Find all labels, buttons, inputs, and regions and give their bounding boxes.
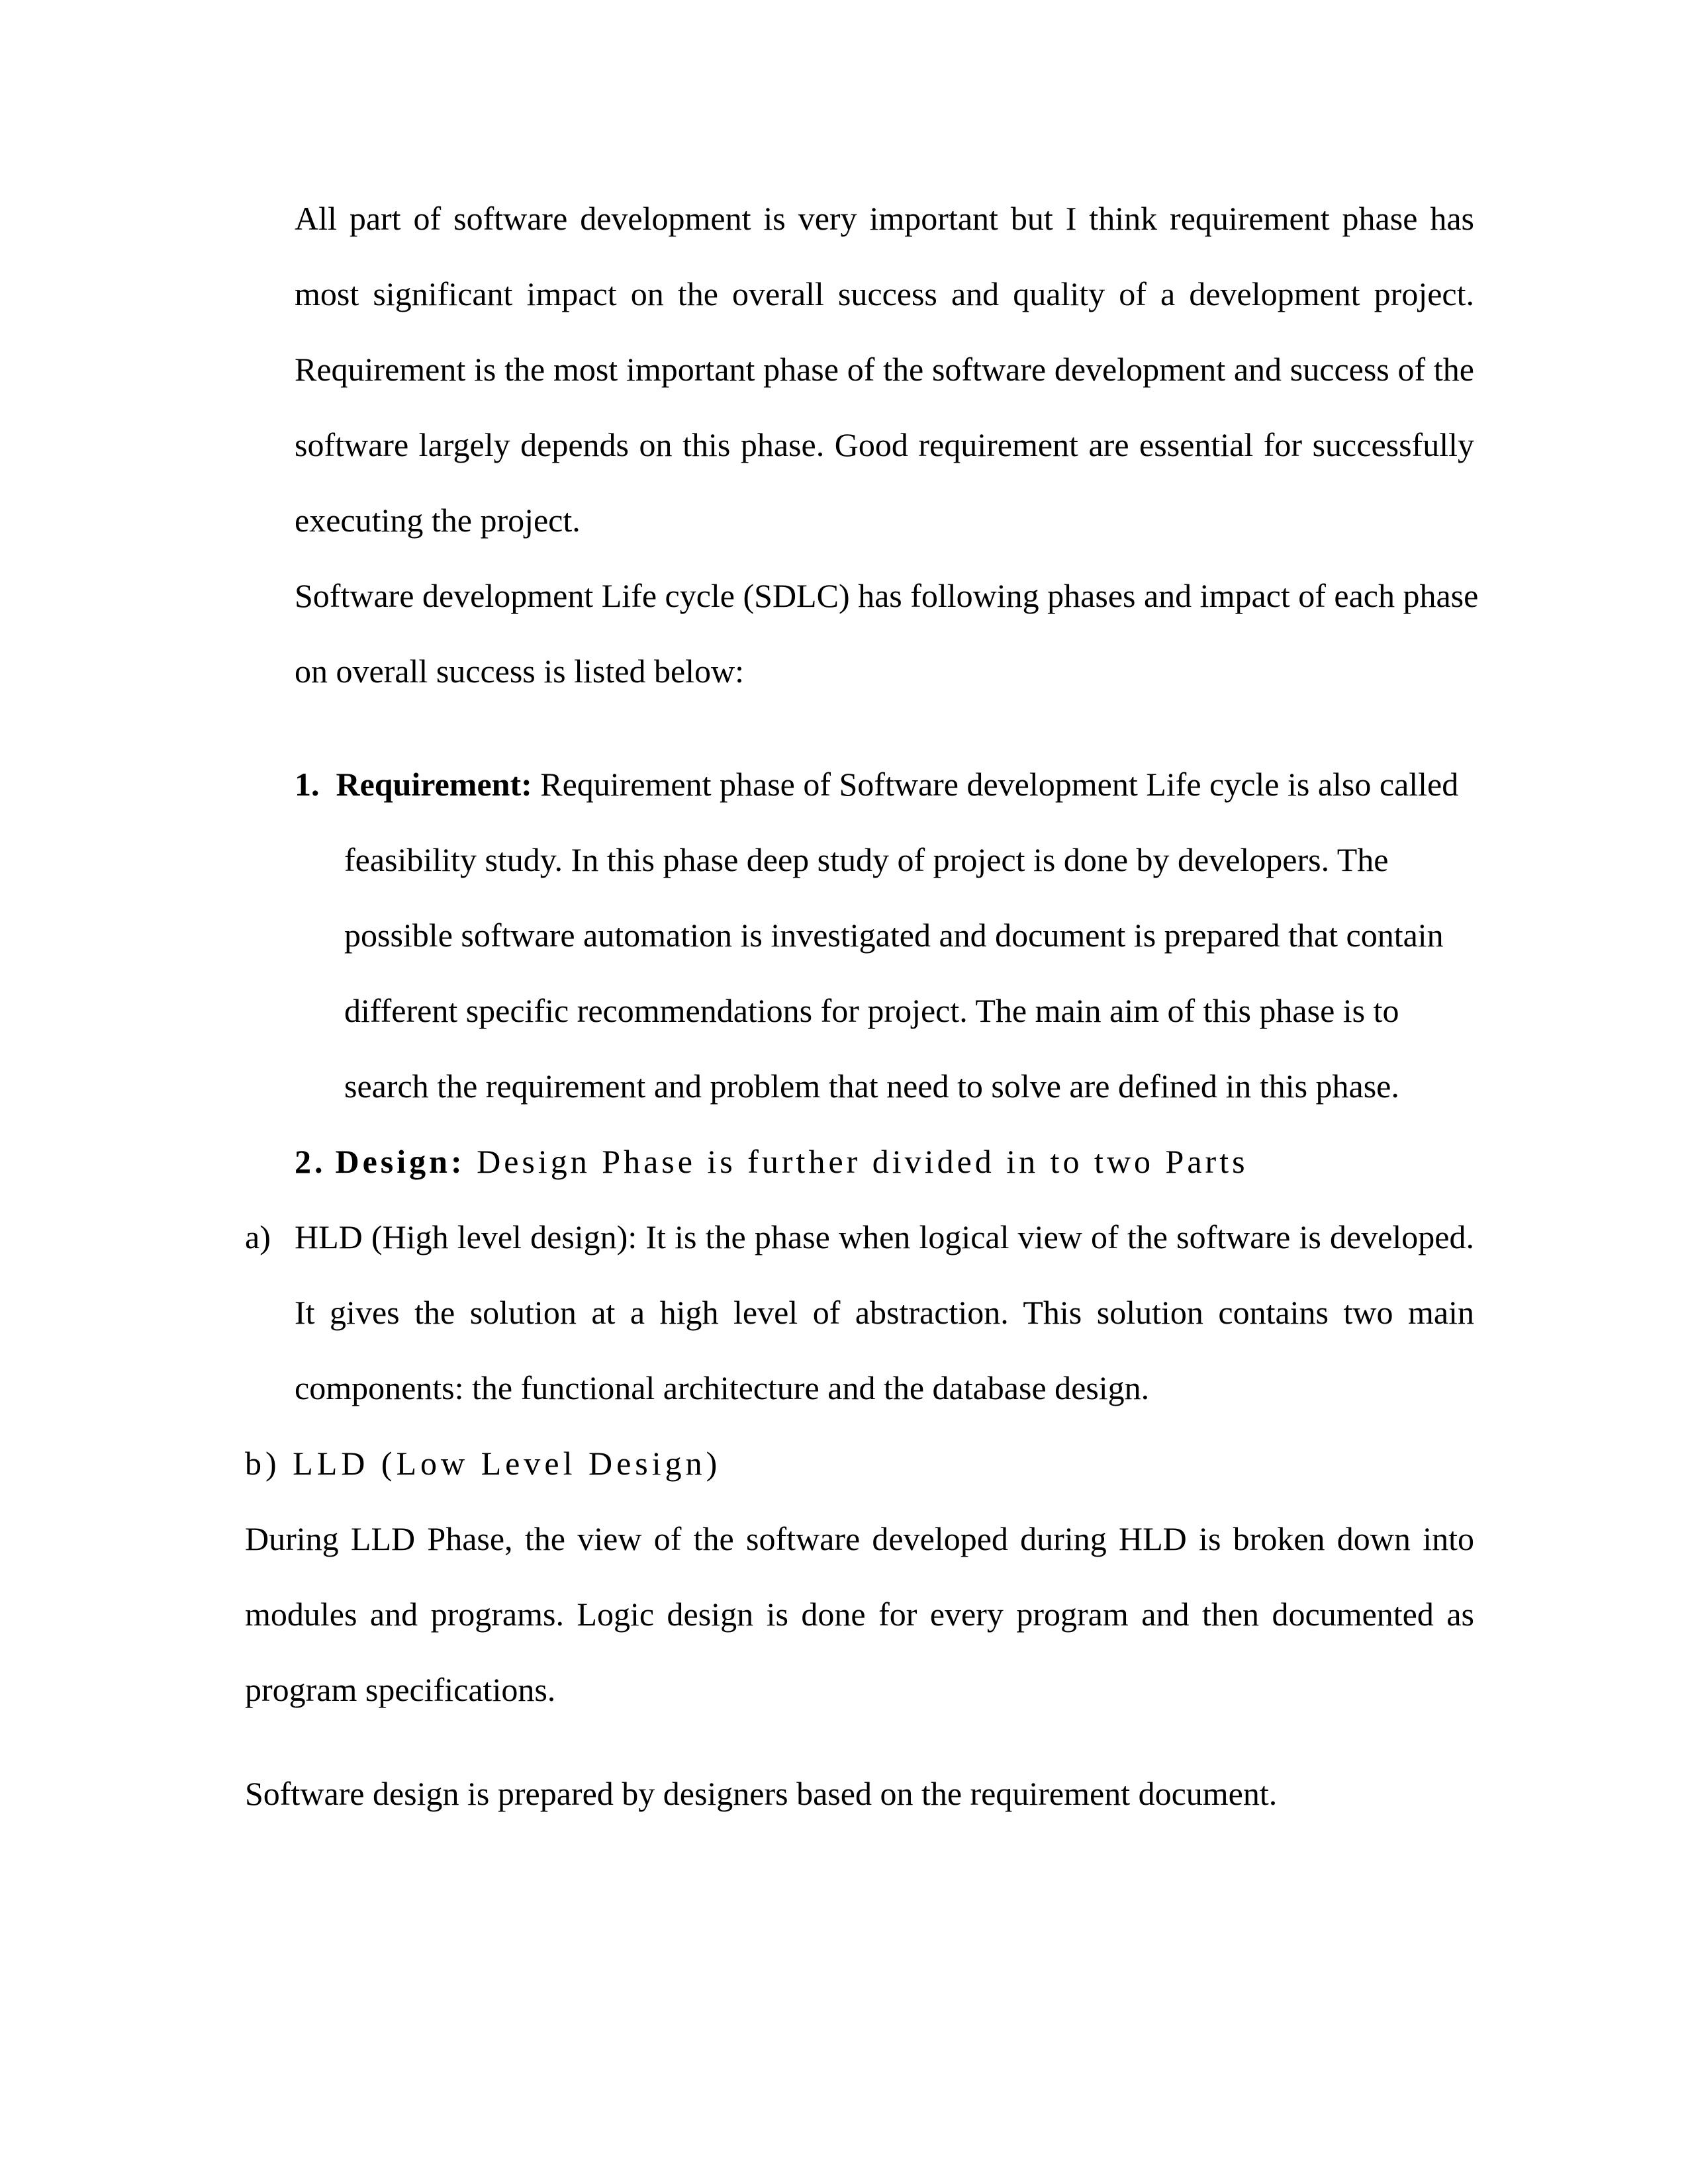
- intro-line: All part of software development is very important but I think requirement phase has: [295, 200, 1474, 237]
- closing-paragraph: Software design is prepared by designers based on the requirement document.: [245, 1775, 1278, 1812]
- list-item-line: possible software automation is investigated and document is prepared that contain: [344, 917, 1444, 954]
- sdlc-intro-line: Software development Life cycle (SDLC) has following phases and impact of each phase: [295, 577, 1479, 614]
- sdlc-intro-line: on overall success is listed below:: [295, 653, 745, 690]
- list-number: 1.: [295, 766, 320, 803]
- intro-line: software largely depends on this phase. Good requirement are essential for successfully: [295, 426, 1474, 463]
- list-item-text: Design Phase is further divided in to two Parts: [465, 1143, 1248, 1180]
- list-number: 2.: [295, 1143, 326, 1180]
- sub-item-line: It gives the solution at a high level of abstraction. This solution contains two main: [295, 1294, 1474, 1331]
- list-item-title: Design:: [335, 1143, 465, 1180]
- intro-line: executing the project.: [295, 502, 581, 539]
- paragraph-line: program specifications.: [245, 1671, 556, 1708]
- sub-item-marker: a): [245, 1218, 271, 1255]
- sub-item-line: components: the functional architecture and the database design.: [295, 1369, 1150, 1406]
- list-item-first-line: [295, 1142, 1248, 1181]
- paragraph-line: modules and programs. Logic design is done for every program and then documented as: [245, 1596, 1474, 1633]
- paragraph-line: During LLD Phase, the view of the software developed during HLD is broken down into: [245, 1520, 1474, 1557]
- sub-item-heading: b) LLD (Low Level Design): [245, 1445, 722, 1482]
- list-item-line: feasibility study. In this phase deep study of project is done by developers. The: [344, 841, 1389, 878]
- list-item-line: different specific recommendations for project. The main aim of this phase is to: [344, 992, 1399, 1029]
- list-item-text: Requirement phase of Software development Life cycle is also called: [532, 766, 1459, 803]
- list-item-first-line: [295, 764, 1458, 804]
- list-item-title: Requirement:: [336, 766, 532, 803]
- sub-item-line: HLD (High level design): It is the phase when logical view of the software is developed.: [295, 1218, 1474, 1255]
- intro-line: Requirement is the most important phase of the software development and success of the: [295, 351, 1474, 388]
- list-item-line: search the requirement and problem that need to solve are defined in this phase.: [344, 1068, 1399, 1105]
- intro-line: most significant impact on the overall success and quality of a development project.: [295, 275, 1474, 312]
